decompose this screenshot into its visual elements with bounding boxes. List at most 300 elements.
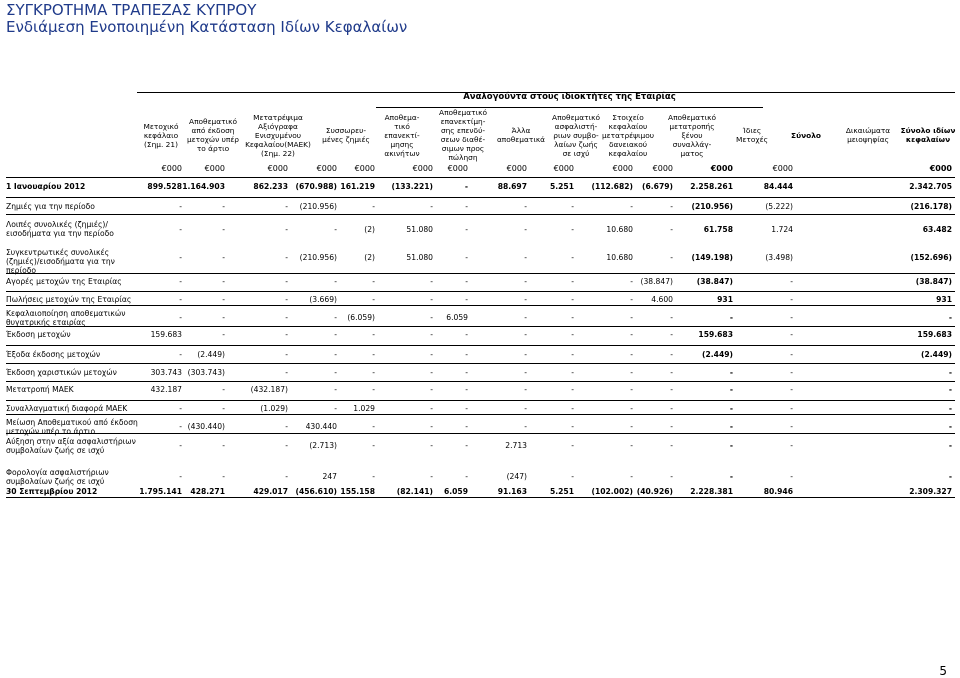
currency-unit: €000 bbox=[447, 164, 468, 173]
cell-value: - bbox=[334, 225, 337, 234]
group-header: Αναλογούντα στους ιδιοκτήτες της Εταιρίας bbox=[463, 92, 676, 102]
table-row bbox=[0, 182, 960, 192]
cell-value: 61.758 bbox=[703, 225, 733, 234]
table-row bbox=[0, 385, 960, 395]
currency-unit: €000 bbox=[267, 164, 288, 173]
cell-value: - bbox=[524, 295, 527, 304]
cell-value: 247 bbox=[322, 472, 337, 481]
row-label: Κεφαλαιοποίηση αποθεματικών θυγατρικής εταιρίας bbox=[6, 309, 126, 328]
cell-value: - bbox=[222, 295, 225, 304]
cell-value: (1.029) bbox=[260, 404, 288, 413]
cell-value: - bbox=[630, 277, 633, 286]
table-row bbox=[0, 368, 960, 378]
cell-value: - bbox=[222, 441, 225, 450]
cell-value: - bbox=[729, 422, 733, 431]
cell-value: 159.683 bbox=[917, 330, 952, 339]
cell-value: - bbox=[222, 202, 225, 211]
cell-value: - bbox=[179, 472, 182, 481]
cell-value: - bbox=[571, 404, 574, 413]
cell-value: - bbox=[790, 330, 793, 339]
cell-value: - bbox=[179, 422, 182, 431]
row-label: Λοιπές συνολικές (ζημιές)/εισοδήματα για την περίοδο bbox=[6, 220, 114, 239]
cell-value: - bbox=[334, 330, 337, 339]
cell-value: - bbox=[334, 350, 337, 359]
cell-value: - bbox=[670, 441, 673, 450]
cell-value: (102.002) bbox=[591, 487, 633, 496]
cell-value: - bbox=[524, 253, 527, 262]
cell-value: - bbox=[285, 422, 288, 431]
cell-value: - bbox=[222, 277, 225, 286]
cell-value: 1.164.903 bbox=[182, 182, 225, 191]
cell-value: - bbox=[571, 330, 574, 339]
cell-value: - bbox=[571, 225, 574, 234]
cell-value: 63.482 bbox=[922, 225, 952, 234]
cell-value: (5.222) bbox=[765, 202, 793, 211]
cell-value: - bbox=[670, 385, 673, 394]
cell-value: (3.498) bbox=[765, 253, 793, 262]
cell-value: - bbox=[670, 330, 673, 339]
cell-value: - bbox=[571, 295, 574, 304]
cell-value: (210.956) bbox=[299, 253, 337, 262]
row-rule bbox=[6, 214, 955, 215]
cell-value: - bbox=[790, 404, 793, 413]
cell-value: 5.251 bbox=[549, 487, 574, 496]
cell-value: - bbox=[790, 441, 793, 450]
row-label: Συναλλαγματική διαφορά ΜΑΕΚ bbox=[6, 404, 128, 413]
cell-value: 91.163 bbox=[497, 487, 527, 496]
cell-value: - bbox=[464, 182, 468, 191]
cell-value: 6.059 bbox=[443, 487, 468, 496]
cell-value: - bbox=[334, 313, 337, 322]
cell-value: - bbox=[524, 422, 527, 431]
cell-value: 159.683 bbox=[698, 330, 733, 339]
cell-value: - bbox=[630, 295, 633, 304]
cell-value: 161.219 bbox=[340, 182, 375, 191]
cell-value: - bbox=[790, 295, 793, 304]
cell-value: - bbox=[630, 385, 633, 394]
cell-value: - bbox=[524, 368, 527, 377]
row-label: Έκδοση χαριστικών μετοχών bbox=[6, 368, 117, 377]
cell-value: - bbox=[465, 253, 468, 262]
cell-value: - bbox=[465, 277, 468, 286]
cell-value: - bbox=[430, 313, 433, 322]
cell-value: - bbox=[729, 313, 733, 322]
cell-value: - bbox=[430, 368, 433, 377]
cell-value: - bbox=[524, 385, 527, 394]
cell-value: 899.528 bbox=[147, 182, 182, 191]
cell-value: - bbox=[334, 385, 337, 394]
cell-value: - bbox=[334, 404, 337, 413]
cell-value: 80.946 bbox=[763, 487, 793, 496]
cell-value: - bbox=[571, 202, 574, 211]
cell-value: - bbox=[524, 330, 527, 339]
column-header: Αποθεματικό επανεκτίμη- σης επενδύ- σεων διαθέ- σιμων προς πώληση bbox=[439, 108, 487, 162]
table-row bbox=[0, 309, 960, 327]
cell-value: (112.682) bbox=[591, 182, 633, 191]
table-row bbox=[0, 295, 960, 305]
row-label: Πωλήσεις μετοχών της Εταιρίας bbox=[6, 295, 132, 304]
cell-value: - bbox=[630, 472, 633, 481]
cell-value: - bbox=[790, 422, 793, 431]
column-header: Αποθεματικό ασφαλιστή- ριων συμβο- λαίων ζωής σε ισχύ bbox=[552, 112, 600, 158]
cell-value: (303.743) bbox=[187, 368, 225, 377]
cell-value: (2.449) bbox=[921, 350, 952, 359]
cell-value: - bbox=[222, 253, 225, 262]
cell-value: - bbox=[430, 202, 433, 211]
cell-value: - bbox=[729, 368, 733, 377]
cell-value: - bbox=[285, 441, 288, 450]
cell-value: - bbox=[630, 313, 633, 322]
cell-value: - bbox=[465, 472, 468, 481]
currency-unit: €000 bbox=[652, 164, 673, 173]
cell-value: - bbox=[222, 404, 225, 413]
cell-value: 931 bbox=[717, 295, 733, 304]
cell-value: - bbox=[571, 368, 574, 377]
cell-value: - bbox=[465, 422, 468, 431]
cell-value: - bbox=[948, 404, 952, 413]
cell-value: (247) bbox=[506, 472, 527, 481]
cell-value: - bbox=[571, 350, 574, 359]
cell-value: - bbox=[630, 202, 633, 211]
row-label: 30 Σεπτεμβρίου 2012 bbox=[6, 487, 98, 496]
cell-value: - bbox=[372, 385, 375, 394]
column-header: Άλλα αποθεματικά bbox=[496, 126, 546, 144]
row-rule bbox=[6, 414, 955, 415]
currency-unit: €000 bbox=[772, 164, 793, 173]
cell-value: - bbox=[179, 277, 182, 286]
table-row bbox=[0, 404, 960, 414]
table-row bbox=[0, 202, 960, 212]
row-rule bbox=[6, 345, 955, 346]
cell-value: 2.713 bbox=[505, 441, 527, 450]
cell-value: (6.059) bbox=[347, 313, 375, 322]
cell-value: - bbox=[524, 277, 527, 286]
currency-unit: €000 bbox=[354, 164, 375, 173]
table-row bbox=[0, 418, 960, 436]
company-title: ΣΥΓΚΡΟΤΗΜΑ ΤΡΑΠΕΖΑΣ ΚΥΠΡΟΥ bbox=[6, 1, 257, 19]
cell-value: - bbox=[465, 202, 468, 211]
cell-value: (149.198) bbox=[691, 253, 733, 262]
cell-value: (38.847) bbox=[915, 277, 952, 286]
cell-value: - bbox=[630, 368, 633, 377]
cell-value: 931 bbox=[936, 295, 952, 304]
cell-value: - bbox=[222, 330, 225, 339]
cell-value: - bbox=[222, 472, 225, 481]
cell-value: (430.440) bbox=[187, 422, 225, 431]
cell-value: - bbox=[571, 277, 574, 286]
cell-value: - bbox=[372, 350, 375, 359]
cell-value: (40.926) bbox=[636, 487, 673, 496]
cell-value: 4.600 bbox=[651, 295, 673, 304]
cell-value: - bbox=[790, 313, 793, 322]
cell-value: 2.309.327 bbox=[909, 487, 952, 496]
column-header: Μετατρέψιμα Αξιόγραφα Ενισχυμένου Κεφαλαίου(ΜΑΕΚ) (Σημ. 22) bbox=[245, 112, 311, 158]
cell-value: - bbox=[430, 441, 433, 450]
row-label: Έξοδα έκδοσης μετοχών bbox=[6, 350, 101, 359]
table-row bbox=[0, 350, 960, 360]
cell-value: - bbox=[790, 385, 793, 394]
cell-value: 430.440 bbox=[305, 422, 337, 431]
cell-value: (152.696) bbox=[910, 253, 952, 262]
cell-value: 84.444 bbox=[763, 182, 793, 191]
statement-title: Ενδιάμεση Ενοποιημένη Κατάσταση Ιδίων Κεφαλαίων bbox=[6, 18, 408, 36]
column-header: Αποθεματικό μετατροπής ξένου συναλλάγ- ματος bbox=[668, 112, 716, 158]
cell-value: - bbox=[465, 295, 468, 304]
cell-value: 88.697 bbox=[497, 182, 527, 191]
column-header: Αποθεματικό από έκδοση μετοχών υπέρ το άρτιο bbox=[186, 117, 240, 153]
cell-value: 5.251 bbox=[549, 182, 574, 191]
currency-unit: €000 bbox=[412, 164, 433, 173]
cell-value: - bbox=[465, 368, 468, 377]
currency-unit: €000 bbox=[316, 164, 337, 173]
column-header: Σύνολο bbox=[791, 130, 821, 140]
cell-value: 10.680 bbox=[606, 225, 633, 234]
cell-value: 429.017 bbox=[253, 487, 288, 496]
table-row bbox=[0, 330, 960, 340]
cell-value: - bbox=[670, 313, 673, 322]
cell-value: - bbox=[372, 472, 375, 481]
cell-value: - bbox=[571, 313, 574, 322]
cell-value: (82.141) bbox=[396, 487, 433, 496]
cell-value: (670.988) bbox=[295, 182, 337, 191]
cell-value: 862.233 bbox=[253, 182, 288, 191]
page-number: 5 bbox=[939, 664, 947, 678]
cell-value: - bbox=[285, 330, 288, 339]
column-header: Μετοχικό κεφάλαιο (Σημ. 21) bbox=[143, 121, 179, 149]
cell-value: - bbox=[571, 422, 574, 431]
cell-value: - bbox=[285, 350, 288, 359]
row-rule bbox=[6, 305, 955, 306]
cell-value: - bbox=[179, 253, 182, 262]
row-rule bbox=[6, 497, 955, 498]
cell-value: (210.956) bbox=[691, 202, 733, 211]
cell-value: (216.178) bbox=[910, 202, 952, 211]
cell-value: - bbox=[948, 422, 952, 431]
cell-value: (2) bbox=[364, 253, 375, 262]
cell-value: (456.610) bbox=[295, 487, 337, 496]
cell-value: - bbox=[571, 385, 574, 394]
cell-value: - bbox=[222, 385, 225, 394]
cell-value: - bbox=[524, 313, 527, 322]
cell-value: - bbox=[179, 202, 182, 211]
cell-value: - bbox=[430, 422, 433, 431]
cell-value: - bbox=[430, 330, 433, 339]
cell-value: - bbox=[285, 253, 288, 262]
row-label: Μετατροπή ΜΑΕΚ bbox=[6, 385, 74, 394]
cell-value: 6.059 bbox=[446, 313, 468, 322]
row-label: Ζημιές για την περίοδο bbox=[6, 202, 95, 211]
cell-value: 2.228.381 bbox=[690, 487, 733, 496]
cell-value: (133.221) bbox=[391, 182, 433, 191]
row-rule bbox=[6, 400, 955, 401]
column-header: Στοιχείο κεφαλαίου μετατρέψιμου δανειακού κεφαλαίου bbox=[601, 112, 655, 158]
cell-value: - bbox=[948, 313, 952, 322]
currency-unit: €000 bbox=[161, 164, 182, 173]
cell-value: (2.713) bbox=[309, 441, 337, 450]
cell-value: - bbox=[790, 472, 793, 481]
row-rule bbox=[6, 363, 955, 364]
cell-value: 428.271 bbox=[190, 487, 225, 496]
cell-value: 2.258.261 bbox=[690, 182, 733, 191]
column-header: Σύνολο ιδίων κεφαλαίων bbox=[900, 126, 956, 144]
cell-value: - bbox=[465, 225, 468, 234]
table-row bbox=[0, 248, 960, 276]
cell-value: - bbox=[285, 202, 288, 211]
cell-value: - bbox=[430, 277, 433, 286]
cell-value: - bbox=[465, 441, 468, 450]
cell-value: - bbox=[670, 253, 673, 262]
cell-value: - bbox=[948, 385, 952, 394]
table-row bbox=[0, 437, 960, 455]
cell-value: - bbox=[430, 350, 433, 359]
cell-value: 155.158 bbox=[340, 487, 375, 496]
cell-value: - bbox=[465, 350, 468, 359]
cell-value: - bbox=[179, 295, 182, 304]
cell-value: - bbox=[729, 472, 733, 481]
cell-value: - bbox=[285, 368, 288, 377]
cell-value: - bbox=[670, 225, 673, 234]
cell-value: (2.449) bbox=[702, 350, 733, 359]
cell-value: - bbox=[372, 422, 375, 431]
column-header: Συσσωρευ- μένες ζημιές bbox=[322, 126, 370, 144]
currency-unit: €000 bbox=[553, 164, 574, 173]
cell-value: - bbox=[630, 404, 633, 413]
cell-value: - bbox=[285, 472, 288, 481]
header-rule bbox=[6, 177, 955, 178]
cell-value: - bbox=[524, 225, 527, 234]
cell-value: - bbox=[630, 422, 633, 431]
row-rule bbox=[6, 381, 955, 382]
currency-unit: €000 bbox=[506, 164, 527, 173]
cell-value: - bbox=[571, 472, 574, 481]
cell-value: - bbox=[179, 313, 182, 322]
currency-unit: €000 bbox=[929, 164, 952, 173]
cell-value: - bbox=[430, 472, 433, 481]
cell-value: - bbox=[729, 385, 733, 394]
cell-value: - bbox=[430, 295, 433, 304]
cell-value: - bbox=[670, 350, 673, 359]
table-row bbox=[0, 487, 960, 497]
cell-value: - bbox=[524, 202, 527, 211]
cell-value: (2) bbox=[364, 225, 375, 234]
cell-value: - bbox=[285, 295, 288, 304]
row-label: 1 Ιανουαρίου 2012 bbox=[6, 182, 86, 191]
cell-value: 51.080 bbox=[406, 253, 433, 262]
cell-value: (210.956) bbox=[299, 202, 337, 211]
cell-value: - bbox=[222, 225, 225, 234]
currency-unit: €000 bbox=[204, 164, 225, 173]
cell-value: - bbox=[372, 295, 375, 304]
table-row bbox=[0, 468, 960, 486]
cell-value: - bbox=[372, 330, 375, 339]
cell-value: - bbox=[790, 350, 793, 359]
cell-value: - bbox=[465, 385, 468, 394]
cell-value: 1.724 bbox=[771, 225, 793, 234]
row-label: Συγκεντρωτικές συνολικές (ζημιές)/εισοδήματα για την περίοδο bbox=[6, 248, 115, 276]
column-header: Δικαιώματα μειοψηφίας bbox=[845, 126, 891, 144]
cell-value: 303.743 bbox=[150, 368, 182, 377]
cell-value: - bbox=[790, 277, 793, 286]
cell-value: - bbox=[571, 253, 574, 262]
cell-value: (2.449) bbox=[197, 350, 225, 359]
cell-value: - bbox=[630, 330, 633, 339]
cell-value: - bbox=[790, 368, 793, 377]
cell-value: 10.680 bbox=[606, 253, 633, 262]
cell-value: - bbox=[285, 313, 288, 322]
cell-value: - bbox=[179, 350, 182, 359]
cell-value: - bbox=[179, 225, 182, 234]
cell-value: - bbox=[430, 404, 433, 413]
table-row bbox=[0, 220, 960, 240]
column-header: Ίδιες Μετοχές bbox=[736, 126, 768, 144]
cell-value: 51.080 bbox=[406, 225, 433, 234]
cell-value: - bbox=[630, 350, 633, 359]
table-row bbox=[0, 277, 960, 287]
cell-value: - bbox=[670, 202, 673, 211]
row-label: Έκδοση μετοχών bbox=[6, 330, 71, 339]
cell-value: - bbox=[729, 404, 733, 413]
cell-value: - bbox=[670, 472, 673, 481]
cell-value: - bbox=[372, 368, 375, 377]
cell-value: - bbox=[285, 225, 288, 234]
cell-value: 159.683 bbox=[150, 330, 182, 339]
cell-value: (38.847) bbox=[640, 277, 673, 286]
row-label: Αγορές μετοχών της Εταιρίας bbox=[6, 277, 122, 286]
row-label: Φορολογία ασφαλιστήριων συμβολαίων ζωής σε ισχύ bbox=[6, 468, 109, 487]
cell-value: - bbox=[948, 368, 952, 377]
cell-value: (38.847) bbox=[696, 277, 733, 286]
cell-value: 1.795.141 bbox=[139, 487, 182, 496]
cell-value: - bbox=[630, 441, 633, 450]
cell-value: - bbox=[285, 277, 288, 286]
row-rule bbox=[6, 273, 955, 274]
cell-value: - bbox=[729, 441, 733, 450]
cell-value: - bbox=[948, 441, 952, 450]
row-label: Αύξηση στην αξία ασφαλιστήριων συμβολαίων ζωής σε ισχύ bbox=[6, 437, 136, 456]
cell-value: - bbox=[179, 404, 182, 413]
row-rule bbox=[6, 197, 955, 198]
column-header: Αποθεμα- τικό επανεκτί- μησης ακινήτων bbox=[384, 112, 420, 158]
cell-value: (3.669) bbox=[309, 295, 337, 304]
cell-value: - bbox=[524, 350, 527, 359]
cell-value: (6.679) bbox=[642, 182, 673, 191]
cell-value: - bbox=[334, 368, 337, 377]
row-rule bbox=[6, 291, 955, 292]
page-header bbox=[0, 0, 960, 40]
cell-value: - bbox=[179, 441, 182, 450]
cell-value: 432.187 bbox=[150, 385, 182, 394]
cell-value: - bbox=[334, 277, 337, 286]
cell-value: - bbox=[571, 441, 574, 450]
cell-value: - bbox=[948, 472, 952, 481]
cell-value: - bbox=[670, 422, 673, 431]
cell-value: - bbox=[430, 385, 433, 394]
currency-unit: €000 bbox=[612, 164, 633, 173]
cell-value: - bbox=[372, 277, 375, 286]
currency-unit: €000 bbox=[710, 164, 733, 173]
cell-value: - bbox=[372, 441, 375, 450]
cell-value: 1.029 bbox=[353, 404, 375, 413]
row-label: Μείωση Αποθεματικού από έκδοση μετοχών υπέρ το άρτιο bbox=[6, 418, 138, 437]
cell-value: - bbox=[372, 202, 375, 211]
cell-value: - bbox=[465, 330, 468, 339]
cell-value: - bbox=[670, 368, 673, 377]
cell-value: (432.187) bbox=[250, 385, 288, 394]
cell-value: - bbox=[465, 404, 468, 413]
cell-value: - bbox=[222, 313, 225, 322]
cell-value: 2.342.705 bbox=[909, 182, 952, 191]
cell-value: - bbox=[524, 404, 527, 413]
